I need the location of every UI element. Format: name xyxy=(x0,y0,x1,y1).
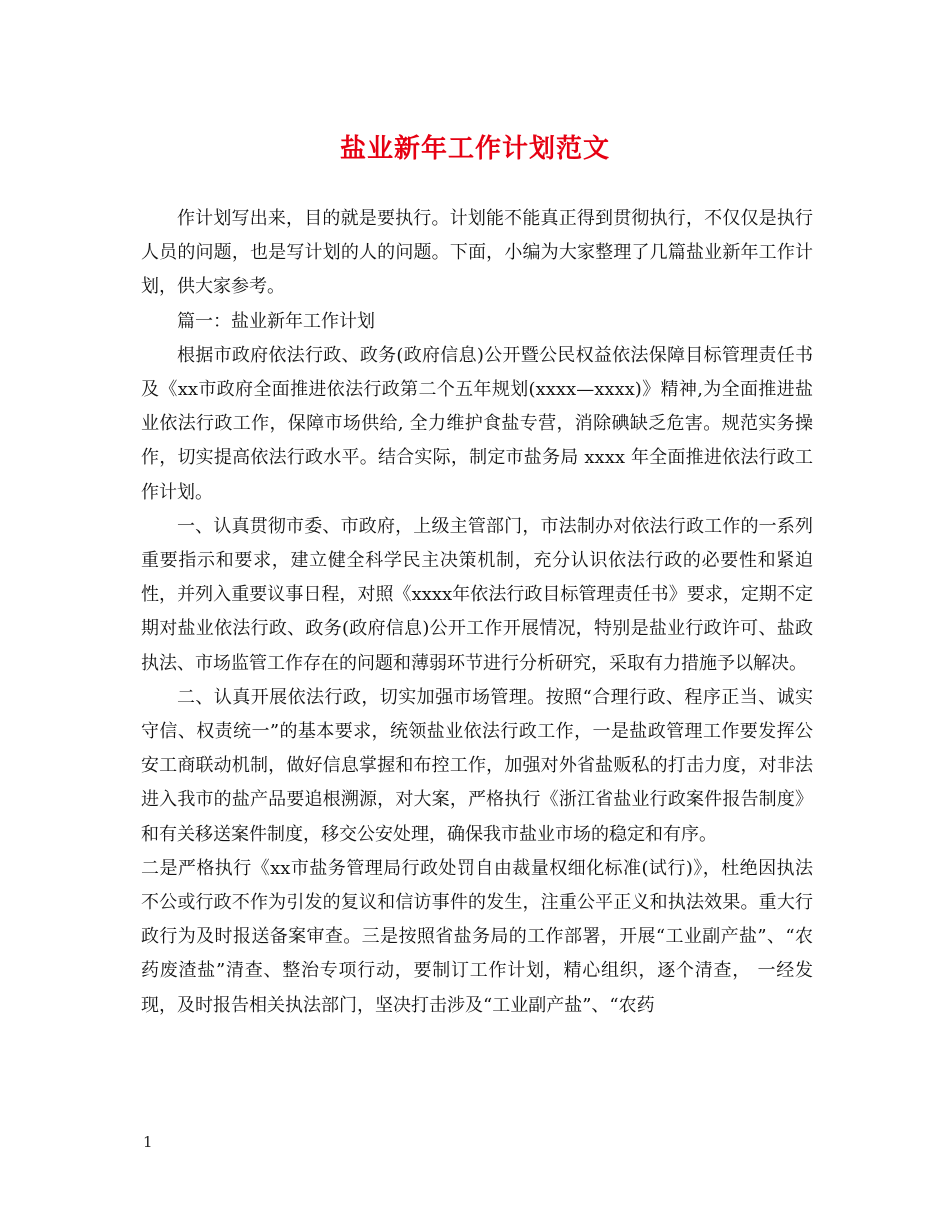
section-heading: 篇一：盐业新年工作计划 xyxy=(177,310,375,332)
body-paragraph: 二是严格执行《xx市盐务管理局行政处罚自由裁量权细化标准(试行)》，杜绝因执法不公或行政不作为引发的复议和信访事件的发生，注重公平正义和执法效果。重大行政行为及时报送备案审查。三是按照省盐务局的工作部署，开展“工业副产盐”、“农药废渣盐”清查、整治专项行动，要制订工作计划，精心组织，逐个清查， 一经发现，及时报告相关执法部门，坚决打击涉及“工业副产盐”、“农药 xyxy=(141,857,813,1016)
body-paragraph: 二、认真开展依法行政，切实加强市场管理。按照“合理行政、程序正当、诚实守信、权责统一”的基本要求，统领盐业依法行政工作，一是盐政管理工作要发挥公安工商联动机制，做好信息掌握和布控工作，加强对外省盐贩私的打击力度，对非法进入我市的盐产品要追根溯源，对大案，严格执行《浙江省盐业行政案件报告制度》和有关移送案件制度，移交公安处理，确保我市盐业市场的稳定和有序。 xyxy=(141,686,813,845)
page-number: 1 xyxy=(143,1133,153,1151)
document-body xyxy=(141,202,813,1023)
intro-paragraph: 作计划写出来，目的就是要执行。计划能不能真正得到贯彻执行，不仅仅是执行人员的问题，也是写计划的人的问题。下面，小编为大家整理了几篇盐业新年工作计划，供大家参考。 xyxy=(141,208,813,298)
document-title: 盐业新年工作计划范文 xyxy=(339,134,610,164)
body-paragraph: 一、认真贯彻市委、市政府，上级主管部门，市法制办对依法行政工作的一系列重要指示和要求，建立健全科学民主决策机制，充分认识依法行政的必要性和紧迫性，并列入重要议事日程，对照《xxxx年依法行政目标管理责任书》要求，定期不定期对盐业依法行政、政务(政府信息)公开工作开展情况，特别是盐业行政许可、盐政执法、市场监管工作存在的问题和薄弱环节进行分析研究，采取有力措施予以解决。 xyxy=(141,515,813,674)
body-paragraph: 根据市政府依法行政、政务(政府信息)公开暨公民权益依法保障目标管理责任书及《xx市政府全面推进依法行政第二个五年规划(xxxx—xxxx)》精神,为全面推进盐业依法行政工作，保障市场供给, 全力维护食盐专营，消除碘缺乏危害。规范实务操作，切实提高依法行政水平。结合实际，制定市盐务局 xxxx 年全面推进依法行政工作计划。 xyxy=(141,344,813,503)
